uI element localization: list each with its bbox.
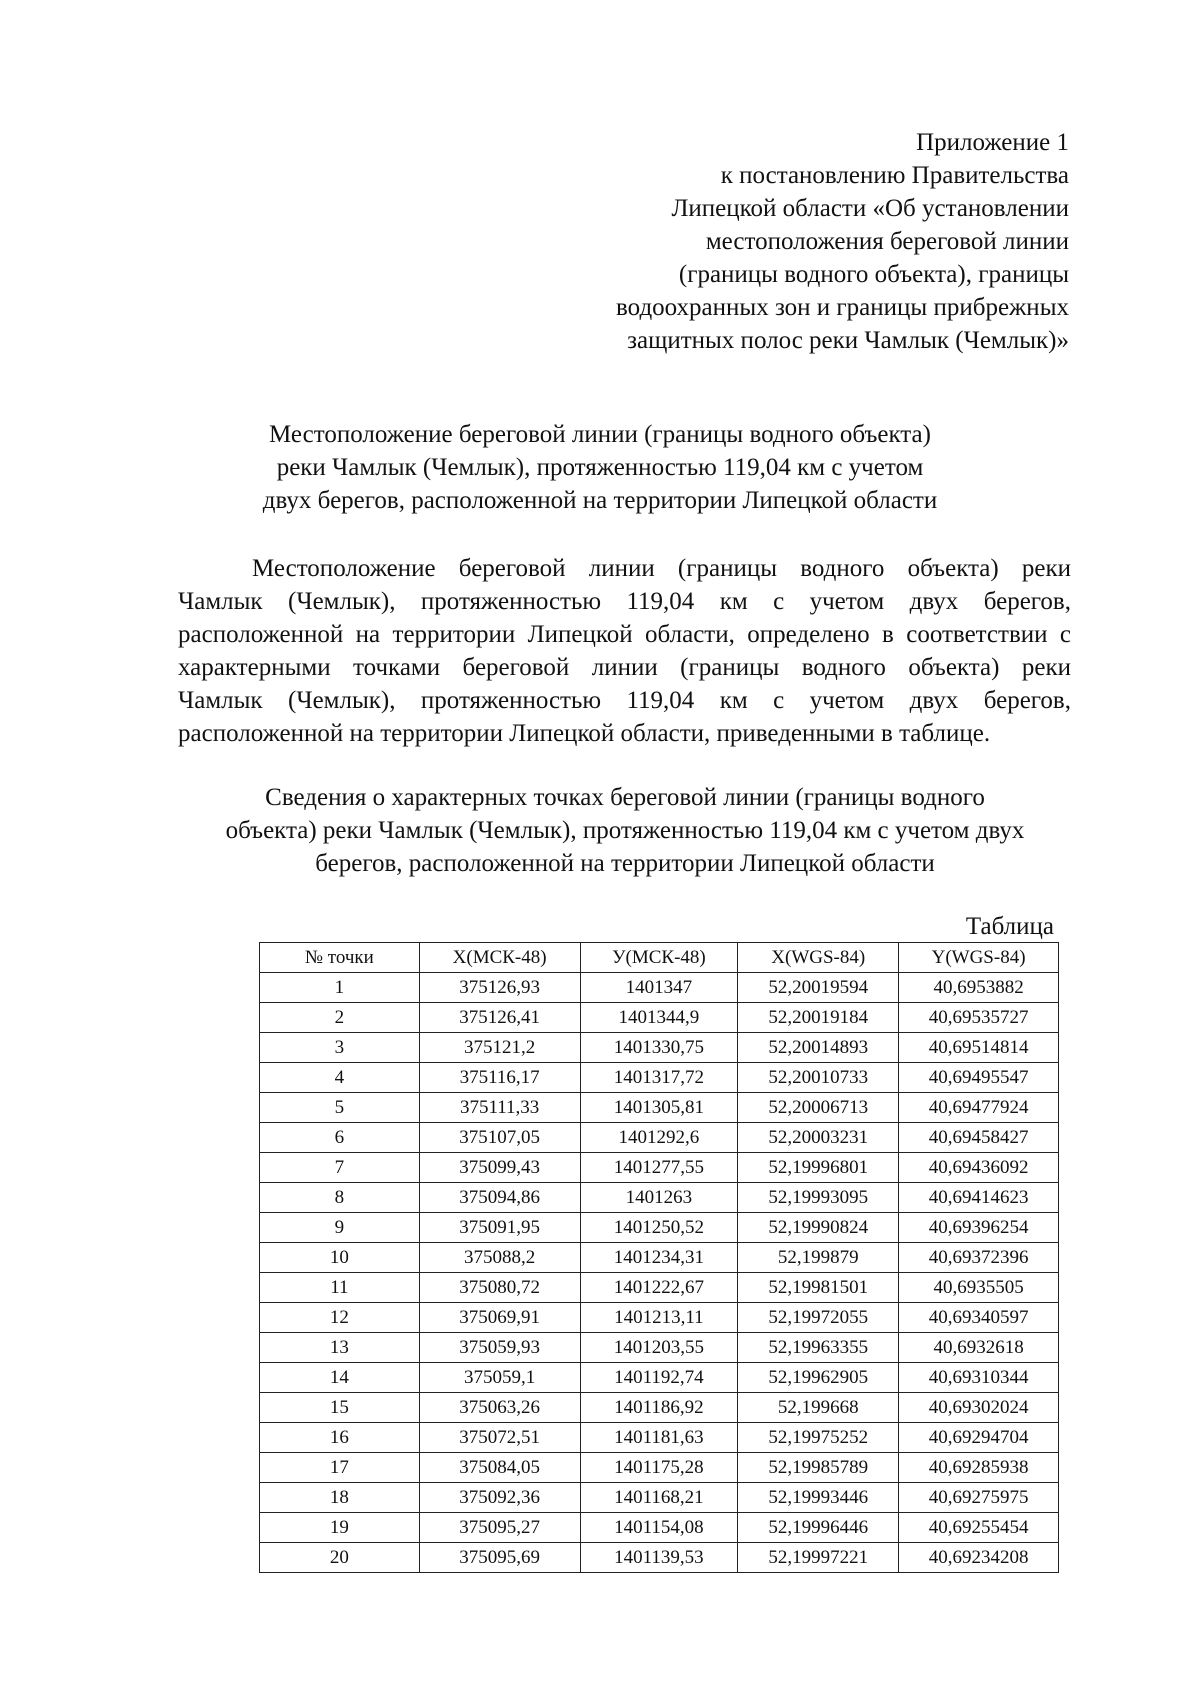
table-row — [260, 1333, 1059, 1363]
cell-x-msk48: 375107,05 — [419, 1123, 580, 1153]
table-row — [260, 1543, 1059, 1573]
cell-x-wgs84: 52,19975252 — [738, 1423, 899, 1453]
cell-y-wgs84: 40,6953882 — [899, 973, 1059, 1003]
paragraph-line: Местоположение береговой линии (границы водного объекта) реки — [252, 555, 1071, 582]
table-row — [260, 1243, 1059, 1273]
table-label: Таблица — [965, 913, 1054, 940]
cell-y-msk48: 1401277,55 — [580, 1153, 738, 1183]
cell-y-wgs84: 40,69310344 — [899, 1363, 1059, 1393]
cell-x-msk48: 375072,51 — [419, 1423, 580, 1453]
document-title — [180, 418, 1020, 517]
table-caption-line: объекта) реки Чамлык (Чемлык), протяженностью 119,04 км с учетом двух — [225, 817, 1025, 844]
cell-x-wgs84: 52,19996446 — [738, 1513, 899, 1543]
cell-point-number: 10 — [260, 1243, 420, 1273]
header-x-msk48: Х(МСК-48) — [419, 943, 580, 973]
cell-y-msk48: 1401250,52 — [580, 1213, 738, 1243]
cell-y-wgs84: 40,69302024 — [899, 1393, 1059, 1423]
cell-point-number: 19 — [260, 1513, 420, 1543]
cell-y-msk48: 1401181,63 — [580, 1423, 738, 1453]
cell-y-wgs84: 40,69285938 — [899, 1453, 1059, 1483]
cell-y-wgs84: 40,69414623 — [899, 1183, 1059, 1213]
cell-x-wgs84: 52,20014893 — [738, 1033, 899, 1063]
cell-point-number: 17 — [260, 1453, 420, 1483]
cell-x-wgs84: 52,20010733 — [738, 1063, 899, 1093]
table-row — [260, 1063, 1059, 1093]
cell-y-msk48: 1401168,21 — [580, 1483, 738, 1513]
paragraph-line: Чамлык (Чемлык), протяженностью 119,04 км с учетом двух берегов, — [178, 588, 1071, 615]
cell-point-number: 1 — [260, 973, 420, 1003]
table-row — [260, 1423, 1059, 1453]
cell-point-number: 15 — [260, 1393, 420, 1423]
appendix-header-line: местоположения береговой линии — [705, 228, 1069, 255]
cell-x-wgs84: 52,20003231 — [738, 1123, 899, 1153]
cell-y-msk48: 1401192,74 — [580, 1363, 738, 1393]
cell-y-wgs84: 40,69458427 — [899, 1123, 1059, 1153]
cell-x-msk48: 375063,26 — [419, 1393, 580, 1423]
table-caption — [180, 781, 1070, 880]
cell-x-msk48: 375084,05 — [419, 1453, 580, 1483]
cell-x-msk48: 375094,86 — [419, 1183, 580, 1213]
cell-x-wgs84: 52,199879 — [738, 1243, 899, 1273]
cell-point-number: 14 — [260, 1363, 420, 1393]
cell-y-wgs84: 40,69535727 — [899, 1003, 1059, 1033]
table-row — [260, 1093, 1059, 1123]
cell-x-wgs84: 52,19993095 — [738, 1183, 899, 1213]
cell-y-wgs84: 40,69372396 — [899, 1243, 1059, 1273]
table-row — [260, 973, 1059, 1003]
cell-y-msk48: 1401203,55 — [580, 1333, 738, 1363]
table-body — [260, 973, 1059, 1573]
cell-y-wgs84: 40,6935505 — [899, 1273, 1059, 1303]
body-paragraph — [178, 552, 1071, 750]
cell-x-wgs84: 52,20019594 — [738, 973, 899, 1003]
cell-x-msk48: 375099,43 — [419, 1153, 580, 1183]
cell-x-msk48: 375059,93 — [419, 1333, 580, 1363]
table-row — [260, 1513, 1059, 1543]
cell-point-number: 7 — [260, 1153, 420, 1183]
cell-point-number: 2 — [260, 1003, 420, 1033]
cell-x-msk48: 375111,33 — [419, 1093, 580, 1123]
cell-y-msk48: 1401234,31 — [580, 1243, 738, 1273]
cell-point-number: 20 — [260, 1543, 420, 1573]
cell-point-number: 5 — [260, 1093, 420, 1123]
paragraph-line: характерными точками береговой линии (границы водного объекта) реки — [178, 654, 1071, 681]
cell-y-msk48: 1401292,6 — [580, 1123, 738, 1153]
appendix-header-line: водоохранных зон и границы прибрежных — [616, 294, 1069, 321]
cell-point-number: 8 — [260, 1183, 420, 1213]
cell-y-wgs84: 40,69514814 — [899, 1033, 1059, 1063]
document-title-line: двух берегов, расположенной на территории Липецкой области — [262, 487, 938, 514]
header-x-wgs84: Х(WGS-84) — [738, 943, 899, 973]
appendix-header-line: защитных полос реки Чамлык (Чемлык)» — [627, 327, 1069, 354]
paragraph-line: Чамлык (Чемлык), протяженностью 119,04 км с учетом двух берегов, — [178, 687, 1071, 714]
cell-point-number: 16 — [260, 1423, 420, 1453]
table-row — [260, 1123, 1059, 1153]
cell-y-msk48: 1401186,92 — [580, 1393, 738, 1423]
document-title-line: Местоположение береговой линии (границы водного объекта) — [269, 421, 931, 448]
cell-y-wgs84: 40,69396254 — [899, 1213, 1059, 1243]
cell-point-number: 18 — [260, 1483, 420, 1513]
cell-x-wgs84: 52,19963355 — [738, 1333, 899, 1363]
table-caption-line: Сведения о характерных точках береговой линии (границы водного — [265, 784, 985, 811]
table-row — [260, 1393, 1059, 1423]
cell-point-number: 12 — [260, 1303, 420, 1333]
cell-x-msk48: 375080,72 — [419, 1273, 580, 1303]
cell-x-wgs84: 52,20019184 — [738, 1003, 899, 1033]
table-row — [260, 1003, 1059, 1033]
table-row — [260, 1453, 1059, 1483]
cell-y-wgs84: 40,69477924 — [899, 1093, 1059, 1123]
cell-y-msk48: 1401344,9 — [580, 1003, 738, 1033]
cell-x-msk48: 375126,41 — [419, 1003, 580, 1033]
cell-x-wgs84: 52,19962905 — [738, 1363, 899, 1393]
cell-y-msk48: 1401139,53 — [580, 1543, 738, 1573]
cell-point-number: 4 — [260, 1063, 420, 1093]
table-row — [260, 1303, 1059, 1333]
cell-y-msk48: 1401154,08 — [580, 1513, 738, 1543]
cell-y-msk48: 1401330,75 — [580, 1033, 738, 1063]
cell-x-msk48: 375069,91 — [419, 1303, 580, 1333]
cell-x-msk48: 375116,17 — [419, 1063, 580, 1093]
coordinates-table — [259, 942, 1059, 1573]
paragraph-line: расположенной на территории Липецкой области, приведенными в таблице. — [178, 720, 991, 747]
cell-x-msk48: 375059,1 — [419, 1363, 580, 1393]
cell-y-msk48: 1401263 — [580, 1183, 738, 1213]
table-row — [260, 1483, 1059, 1513]
cell-y-msk48: 1401175,28 — [580, 1453, 738, 1483]
cell-x-wgs84: 52,20006713 — [738, 1093, 899, 1123]
cell-y-wgs84: 40,69234208 — [899, 1543, 1059, 1573]
cell-y-wgs84: 40,69495547 — [899, 1063, 1059, 1093]
cell-x-msk48: 375095,69 — [419, 1543, 580, 1573]
appendix-header-line: Липецкой области «Об установлении — [671, 195, 1069, 222]
cell-x-msk48: 375088,2 — [419, 1243, 580, 1273]
appendix-header-line: (границы водного объекта), границы — [678, 261, 1069, 288]
cell-x-msk48: 375126,93 — [419, 973, 580, 1003]
header-y-wgs84: Y(WGS-84) — [899, 943, 1059, 973]
table-header-row — [260, 943, 1059, 973]
cell-x-msk48: 375092,36 — [419, 1483, 580, 1513]
cell-y-msk48: 1401317,72 — [580, 1063, 738, 1093]
table-row — [260, 1183, 1059, 1213]
cell-y-msk48: 1401347 — [580, 973, 738, 1003]
cell-y-wgs84: 40,6932618 — [899, 1333, 1059, 1363]
paragraph-line: расположенной на территории Липецкой области, определено в соответствии с — [178, 621, 1071, 648]
cell-x-wgs84: 52,19985789 — [738, 1453, 899, 1483]
cell-y-wgs84: 40,69436092 — [899, 1153, 1059, 1183]
cell-y-wgs84: 40,69340597 — [899, 1303, 1059, 1333]
appendix-header-line: к постановлению Правительства — [720, 162, 1069, 189]
cell-x-wgs84: 52,19981501 — [738, 1273, 899, 1303]
cell-y-wgs84: 40,69275975 — [899, 1483, 1059, 1513]
cell-x-msk48: 375095,27 — [419, 1513, 580, 1543]
cell-point-number: 9 — [260, 1213, 420, 1243]
document-title-line: реки Чамлык (Чемлык), протяженностью 119,04 км с учетом — [276, 454, 924, 481]
table-caption-line: берегов, расположенной на территории Липецкой области — [315, 850, 935, 877]
cell-x-msk48: 375121,2 — [419, 1033, 580, 1063]
cell-x-msk48: 375091,95 — [419, 1213, 580, 1243]
appendix-header — [469, 126, 1069, 357]
cell-y-wgs84: 40,69294704 — [899, 1423, 1059, 1453]
cell-x-wgs84: 52,19993446 — [738, 1483, 899, 1513]
table-row — [260, 1153, 1059, 1183]
table-row — [260, 1033, 1059, 1063]
cell-y-msk48: 1401213,11 — [580, 1303, 738, 1333]
cell-x-wgs84: 52,19997221 — [738, 1543, 899, 1573]
header-y-msk48: У(МСК-48) — [580, 943, 738, 973]
table-row — [260, 1213, 1059, 1243]
appendix-header-line: Приложение 1 — [916, 129, 1069, 156]
cell-x-wgs84: 52,19990824 — [738, 1213, 899, 1243]
cell-point-number: 13 — [260, 1333, 420, 1363]
cell-x-wgs84: 52,19972055 — [738, 1303, 899, 1333]
table-row — [260, 1363, 1059, 1393]
cell-y-wgs84: 40,69255454 — [899, 1513, 1059, 1543]
cell-y-msk48: 1401222,67 — [580, 1273, 738, 1303]
header-point-number: № точки — [260, 943, 420, 973]
cell-point-number: 3 — [260, 1033, 420, 1063]
table-row — [260, 1273, 1059, 1303]
cell-y-msk48: 1401305,81 — [580, 1093, 738, 1123]
cell-point-number: 11 — [260, 1273, 420, 1303]
cell-point-number: 6 — [260, 1123, 420, 1153]
cell-x-wgs84: 52,199668 — [738, 1393, 899, 1423]
cell-x-wgs84: 52,19996801 — [738, 1153, 899, 1183]
